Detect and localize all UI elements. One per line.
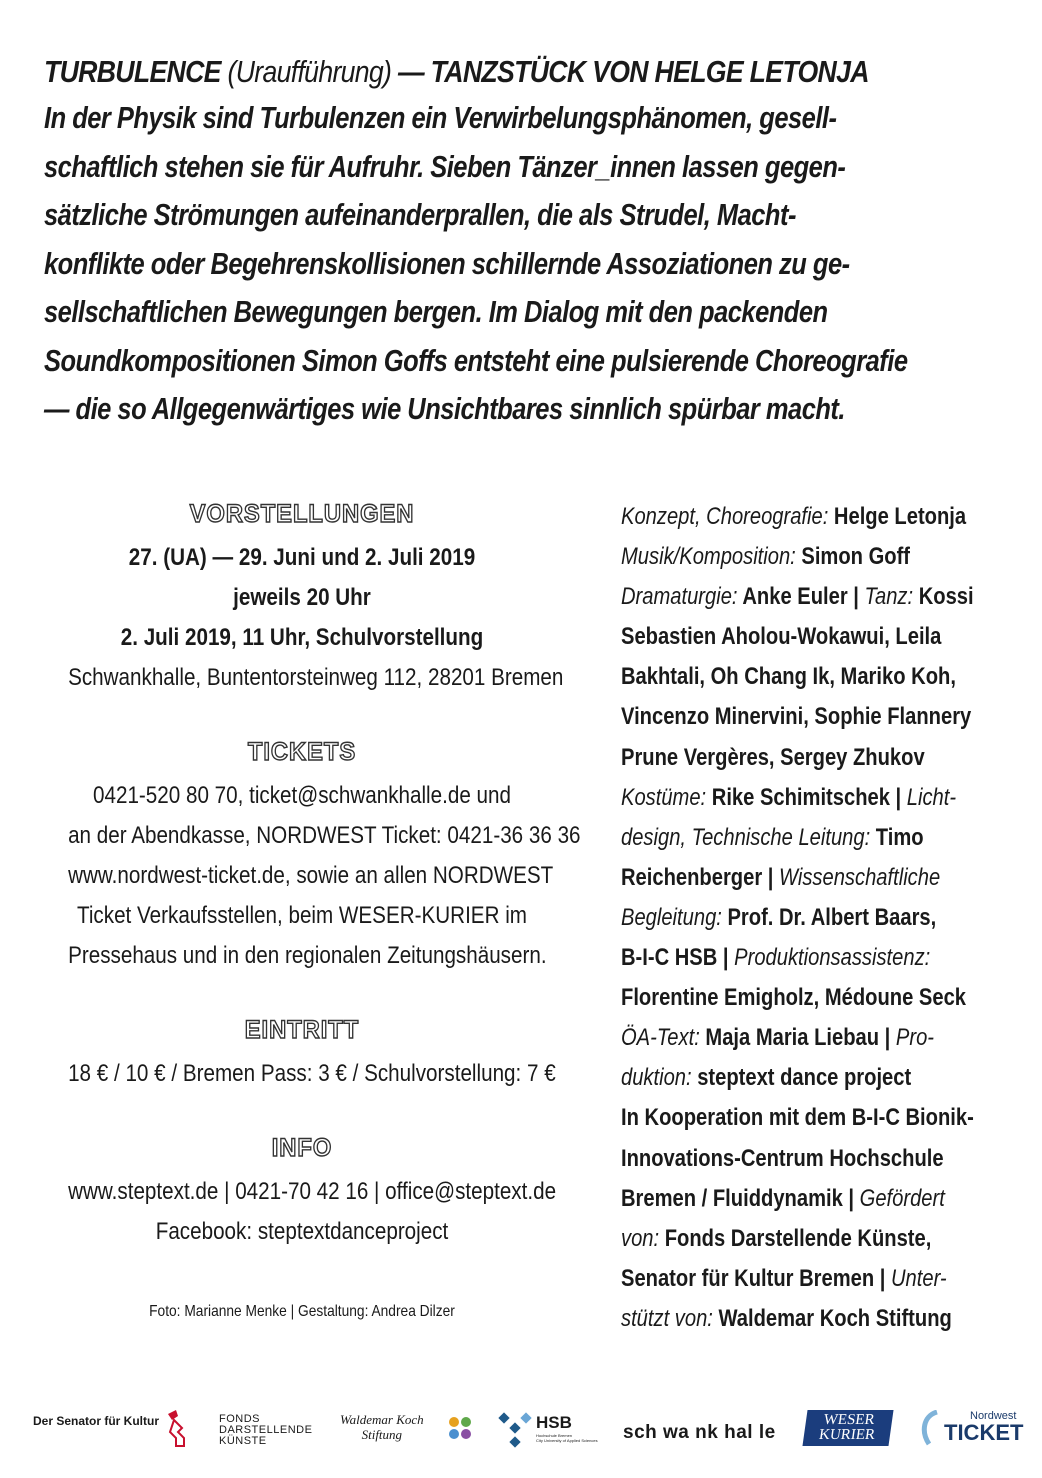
dates-line: 27. (UA) — 29. Juni und 2. Juli 2019 (128, 544, 476, 571)
eintritt-heading: EINTRITT (244, 1016, 360, 1044)
credit-line: Innovations-Centrum Hochschule (621, 1144, 944, 1172)
venue-line: Schwankhalle, Buntentorsteinweg 112, 28201 Bremen (68, 664, 564, 691)
intro-line: Soundkompositionen Simon Goffs entsteht eine pulsierende Choreografie (44, 343, 908, 378)
intro-line: konflikte oder Begehrenskollisionen schillernde Assoziationen zu ge- (44, 246, 850, 281)
tickets-line: 0421-520 80 70, ticket@schwankhalle.de und (93, 782, 511, 809)
credit-line: Begleitung: Prof. Dr. Albert Baars, (621, 903, 937, 931)
senator-logo: Der Senator für Kultur (33, 1414, 160, 1428)
credit-line: Dramaturgie: Anke Euler | Tanz: Kossi (621, 583, 974, 611)
intro-line: schaftlich stehen sie für Aufruhr. Sieben Tänzer_innen lassen gegen- (44, 149, 846, 184)
hsb-mark-icon (498, 1412, 532, 1452)
bremen-key-icon (164, 1408, 192, 1448)
credit-line: Prune Vergères, Sergey Zhukov (621, 743, 925, 771)
credit-line: Bremen / Fluiddynamik | Gefördert (621, 1184, 945, 1212)
credit-line: Reichenberger | Wissenschaftliche (621, 863, 941, 891)
contact-line: www.steptext.de | 0421-70 42 16 | office@steptext.de (68, 1178, 557, 1205)
photo-credit: Foto: Marianne Menke | Gestaltung: Andrea Dilzer (149, 1303, 455, 1320)
tickets-line: Ticket Verkaufsstellen, beim WESER-KURIER im (77, 902, 527, 929)
credit-line: ÖA-Text: Maja Maria Liebau | Pro- (621, 1024, 934, 1052)
title-subtitle: (Uraufführung) (227, 54, 392, 89)
sponsor-logos (0, 1400, 1042, 1460)
header (44, 50, 1014, 434)
info-heading: INFO (271, 1134, 333, 1162)
credit-line: design, Technische Leitung: Timo (621, 823, 924, 851)
page-title (44, 50, 878, 94)
time-line: jeweils 20 Uhr (233, 584, 371, 611)
hsb-logo: HSB Hochschule Bremen City University of Applied Sciences (536, 1413, 598, 1443)
vorstellungen-heading: VORSTELLUNGEN (189, 500, 415, 528)
schwankhalle-logo: sch wa nk hal le (623, 1422, 776, 1443)
prices-line: 18 € / 10 € / Bremen Pass: 3 € / Schulvorstellung: 7 € (68, 1060, 556, 1087)
fonds-logo: FONDS DARSTELLENDE KÜNSTE (219, 1413, 313, 1447)
info-column (30, 498, 581, 1322)
nordwest-ticket-logo: Nordwest TICKET (944, 1410, 1024, 1445)
intro-line: sellschaftlichen Bewegungen bergen. Im Dialog mit den packenden (44, 295, 828, 329)
intro-line: sätzliche Strömungen aufeinanderprallen, die als Strudel, Macht- (44, 198, 796, 232)
title-main: TURBULENCE (44, 54, 221, 89)
intro-text (44, 94, 908, 434)
credit-line: Musik/Komposition: Simon Goff (621, 543, 911, 571)
facebook-line: Facebook: steptextdanceproject (155, 1218, 449, 1245)
intro-line: — die so Allgegenwärtiges wie Unsichtbares sinnlich spürbar macht. (44, 392, 845, 426)
koch-dots-icon (448, 1416, 472, 1440)
credit-line: von: Fonds Darstellende Künste, (621, 1224, 932, 1252)
credit-line: Bakhtali, Oh Chang Ik, Mariko Koh, (621, 663, 956, 691)
tickets-line: www.nordwest-ticket.de, sowie an allen NORDWEST (68, 862, 554, 889)
credit-line: Florentine Emigholz, Médoune Seck (621, 984, 967, 1012)
credit-line: Kostüme: Rike Schimitschek | Licht- (621, 783, 957, 811)
credit-line: In Kooperation mit dem B-I-C Bionik- (621, 1104, 974, 1132)
tickets-heading: TICKETS (247, 738, 357, 766)
koch-stiftung-logo: Waldemar Koch Stiftung (340, 1412, 424, 1442)
tickets-line: an der Abendkasse, NORDWEST Ticket: 0421-36 36 36 (68, 822, 581, 849)
weser-kurier-logo: WESER KURIER (802, 1410, 893, 1446)
school-show-line: 2. Juli 2019, 11 Uhr, Schulvorstellung (120, 624, 484, 651)
credit-line: duktion: steptext dance project (621, 1064, 912, 1092)
intro-line: In der Physik sind Turbulenzen ein Verwirbelungsphänomen, gesell- (44, 101, 837, 135)
tickets-line: Pressehaus und in den regionalen Zeitungshäusern. (68, 942, 547, 969)
credit-line: Sebastien Aholou-Wokawui, Leila (621, 623, 942, 651)
credit-line: Vincenzo Minervini, Sophie Flannery (621, 703, 972, 731)
title-rest: — TANZSTÜCK VON HELGE LETONJA (391, 54, 869, 89)
credit-line: B-I-C HSB | Produktionsassistenz: (621, 944, 931, 972)
credit-line: stützt von: Waldemar Koch Stiftung (621, 1304, 952, 1332)
credits-column (621, 497, 1021, 1339)
credit-line: Senator für Kultur Bremen | Unter- (621, 1264, 947, 1292)
nordwest-mark-icon (917, 1410, 943, 1446)
credit-line: Konzept, Choreografie: Helge Letonja (621, 503, 967, 530)
